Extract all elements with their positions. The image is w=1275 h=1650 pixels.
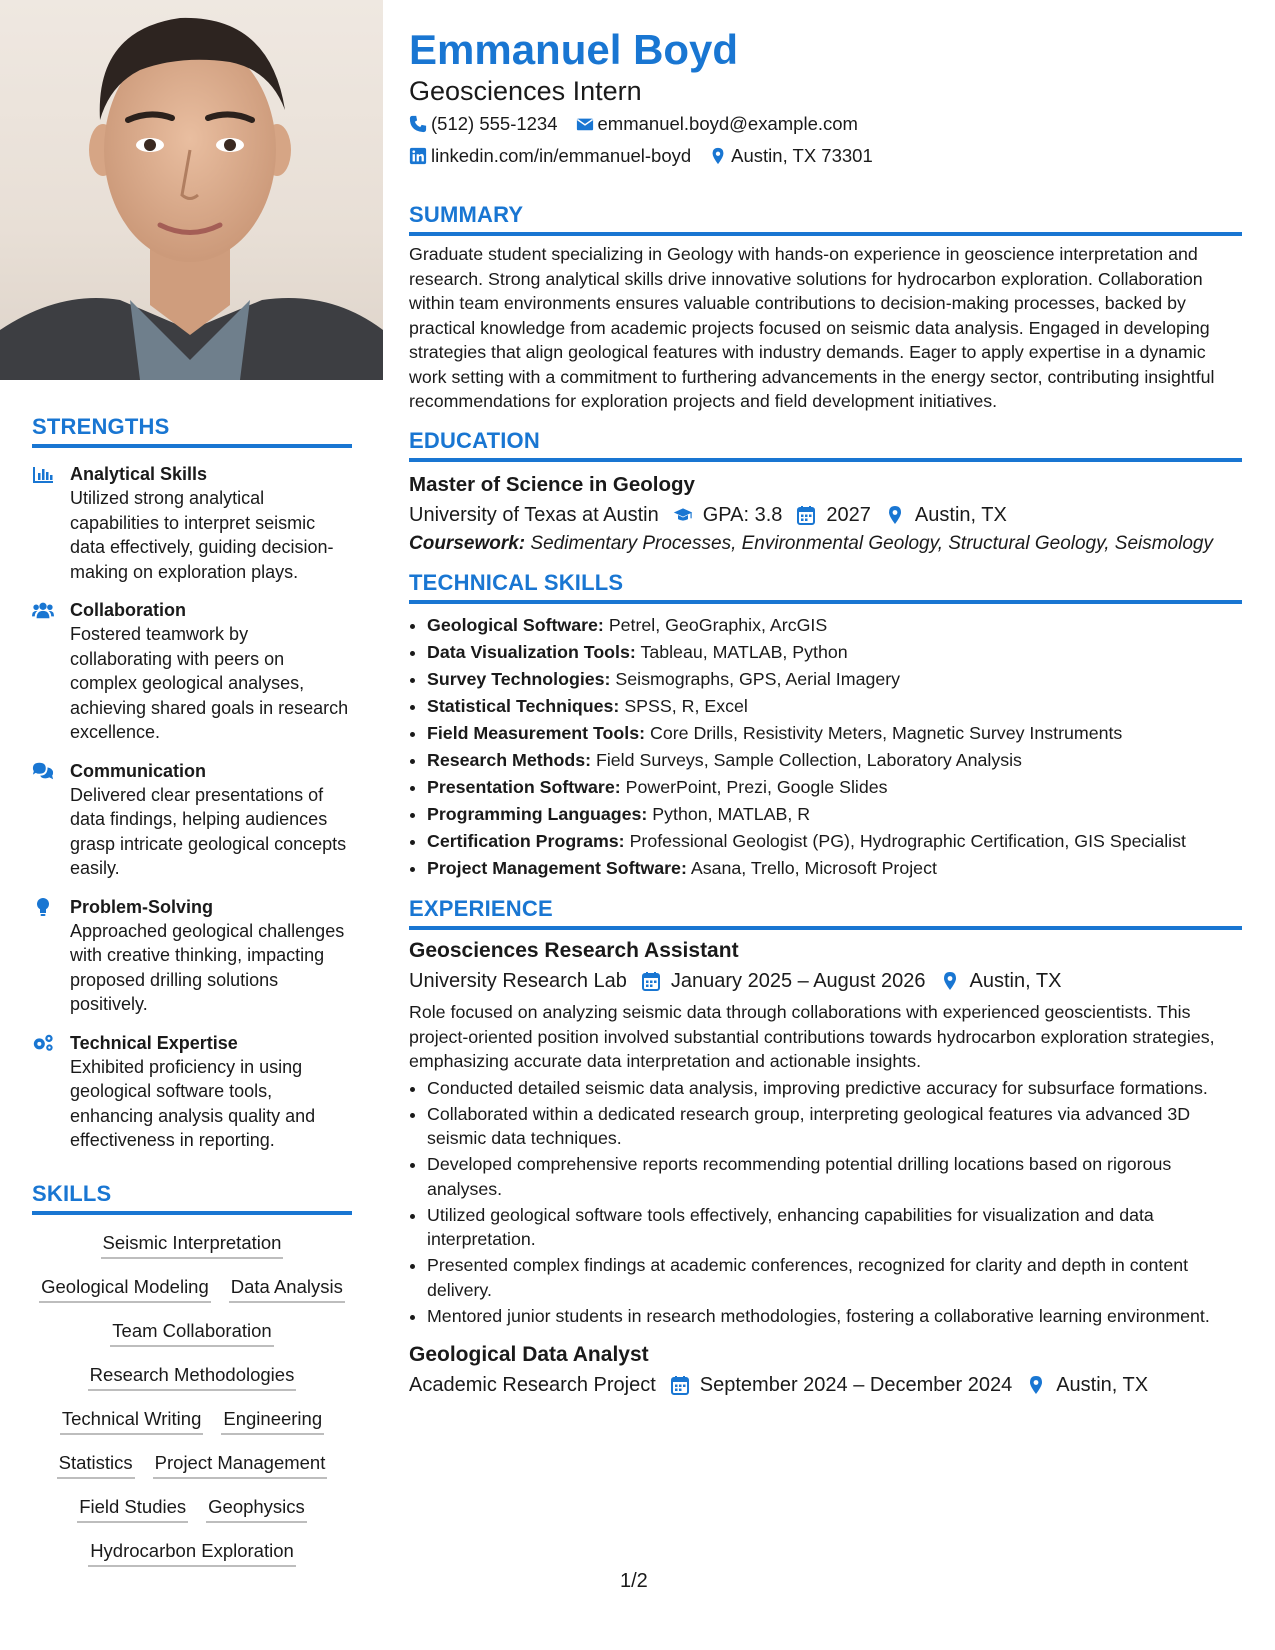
skill-chip: Seismic Interpretation — [101, 1229, 284, 1259]
year-text: 2027 — [826, 503, 871, 526]
contact-row-2 — [409, 140, 1242, 172]
skill-chip: Research Methodologies — [88, 1361, 297, 1391]
list-item — [427, 774, 1242, 801]
list-item: • Mentored junior students in research methodologies, fostering a collaborative learning environment. — [427, 1304, 1242, 1329]
map-pin-icon — [885, 505, 905, 525]
skill-chip: Geophysics — [206, 1493, 307, 1523]
strength-name: Communication — [70, 760, 207, 781]
list-item — [427, 666, 1242, 693]
strength-item-analytical — [32, 462, 352, 584]
skill-chip: Data Analysis — [229, 1273, 345, 1303]
skill-value: Field Surveys, Sample Collection, Laboratory Analysis — [595, 750, 1022, 770]
technical-skills-section — [409, 570, 1242, 882]
left-content — [32, 414, 352, 1581]
skill-chip: Field Studies — [77, 1493, 188, 1523]
bar-chart-icon — [32, 462, 70, 584]
list-item — [427, 801, 1242, 828]
strength-item-technical-expertise — [32, 1031, 352, 1153]
job-description: Role focused on analyzing seismic data through collaborations with experienced geoscientists. This project-oriented position involved substantial contributions towards hydrocarbon exploration strategies, emphasizing accurate data interpretation and actionable insights. — [409, 1002, 1215, 1071]
strength-desc: Approached geological challenges with creative thinking, impacting proposed drilling solutions positively. — [70, 920, 345, 1014]
skill-label: Presentation Software: — [427, 777, 621, 797]
calendar-icon — [670, 1375, 690, 1395]
skill-label: Programming Languages: — [427, 804, 648, 824]
graduation-cap-icon — [673, 505, 693, 525]
phone-text: (512) 555-1234 — [431, 113, 558, 134]
left-column — [0, 0, 383, 1650]
technical-skills-list — [409, 612, 1242, 882]
summary-text: Graduate student specializing in Geology with hands-on experience in geoscience interpretation and research. Strong analytical skills drive innovative solutions for hydrocarbon exploration. Collaboration within team environments ensures valuable contributions to decision-making processes, backed by practical knowledge from academic projects focused on seismic data analysis. Engaged in developing strategies that align geological features with industry demands. Eager to apply expertise in a dynamic work setting with a commitment to furthering advancements in the energy sector, contributing insightful recommendations for exploration projects and field development initiatives. — [409, 244, 1215, 411]
strength-item-collaboration — [32, 598, 352, 745]
skill-value: Seismographs, GPS, Aerial Imagery — [615, 669, 901, 689]
email-text[interactable]: emmanuel.boyd@example.com — [597, 113, 858, 134]
profile-photo — [0, 0, 383, 380]
skill-label: Research Methods: — [427, 750, 592, 770]
skill-chip: Team Collaboration — [110, 1317, 273, 1347]
gears-icon — [32, 1031, 70, 1153]
linkedin-text[interactable]: linkedin.com/in/emmanuel-boyd — [431, 145, 692, 166]
linkedin-icon — [409, 147, 427, 165]
education-meta — [409, 500, 1242, 530]
edu-location-item — [885, 500, 1007, 530]
list-item: • Utilized geological software tools effectively, enhancing capabilities for visualization and data interpretation. — [427, 1203, 1242, 1252]
strength-desc: Exhibited proficiency in using geological software tools, enhancing analysis quality and effectiveness in reporting. — [70, 1056, 316, 1150]
gpa-item — [673, 500, 783, 530]
job-title: Geosciences Research Assistant — [409, 939, 739, 962]
list-item: • Collaborated within a dedicated research group, interpreting geological features via advanced 3D seismic data techniques. — [427, 1102, 1242, 1151]
skill-value: Petrel, GeoGraphix, ArcGIS — [608, 615, 828, 635]
strength-item-problem-solving — [32, 895, 352, 1017]
job-dates — [641, 966, 926, 996]
strength-name: Collaboration — [70, 600, 186, 620]
job-location — [1026, 1370, 1148, 1400]
skill-chip: Project Management — [153, 1449, 328, 1479]
list-item — [427, 639, 1242, 666]
list-item: • Presented complex findings at academic conferences, recognized for clarity and depth in content delivery. — [427, 1253, 1242, 1302]
skill-value: Core Drills, Resistivity Meters, Magnetic Survey Instruments — [649, 723, 1123, 743]
skill-label: Field Measurement Tools: — [427, 723, 646, 743]
summary-heading: SUMMARY — [409, 202, 1242, 236]
list-item — [427, 720, 1242, 747]
year-item — [796, 500, 871, 530]
coursework-label: Coursework: — [409, 532, 526, 554]
comments-icon — [32, 759, 70, 881]
experience-section — [409, 896, 1242, 1400]
coursework — [409, 532, 1242, 557]
skill-value: Professional Geologist (PG), Hydrographic Certification, GIS Specialist — [629, 831, 1186, 851]
location-text: Austin, TX 73301 — [731, 145, 873, 166]
job-meta — [409, 966, 1242, 996]
job-dates — [670, 1370, 1012, 1400]
job-org — [409, 966, 627, 996]
job-bullets — [409, 1076, 1242, 1329]
job-location-text: Austin, TX — [969, 970, 1062, 992]
location-contact — [709, 140, 873, 172]
skill-label: Data Visualization Tools: — [427, 642, 636, 662]
job-meta — [409, 1370, 1242, 1400]
phone-contact — [409, 108, 558, 140]
skill-value: Tableau, MATLAB, Python — [640, 642, 848, 662]
skill-chip: Technical Writing — [60, 1405, 204, 1435]
list-item — [427, 855, 1242, 882]
edu-location-text: Austin, TX — [914, 503, 1007, 526]
strengths-heading: STRENGTHS — [32, 414, 352, 448]
education-heading: EDUCATION — [409, 428, 1242, 462]
list-item — [427, 828, 1242, 855]
map-pin-icon — [709, 147, 727, 165]
technical-skills-heading: TECHNICAL SKILLS — [409, 570, 1242, 604]
skill-label: Certification Programs: — [427, 831, 625, 851]
right-column — [409, 0, 1242, 1400]
summary-section — [409, 202, 1242, 414]
degree-title: Master of Science in Geology — [409, 472, 695, 496]
skill-chip: Engineering — [221, 1405, 324, 1435]
job-org-text: University Research Lab — [409, 970, 627, 992]
strength-desc: Utilized strong analytical capabilities to interpret seismic data effectively, guiding decision-making on exploration plays. — [70, 488, 334, 582]
strength-name: Problem-Solving — [70, 896, 214, 917]
job-org — [409, 1370, 656, 1400]
email-contact[interactable] — [576, 108, 858, 140]
map-pin-icon — [1026, 1375, 1046, 1395]
skill-chip: Hydrocarbon Exploration — [88, 1537, 296, 1567]
list-item — [427, 612, 1242, 639]
candidate-name: Emmanuel Boyd — [409, 26, 739, 73]
school-name — [409, 500, 659, 530]
calendar-icon — [641, 971, 661, 991]
skill-value: Python, MATLAB, R — [652, 804, 811, 824]
skill-label: Survey Technologies: — [427, 669, 611, 689]
strength-item-communication — [32, 759, 352, 881]
coursework-text: Sedimentary Processes, Environmental Geology, Structural Geology, Seismology — [530, 532, 1213, 554]
contact-row-1 — [409, 108, 1242, 140]
strength-name: Analytical Skills — [70, 464, 208, 484]
envelope-icon — [576, 115, 594, 133]
list-item: • Developed comprehensive reports recommending potential drilling locations based on rigorous analyses. — [427, 1152, 1242, 1201]
skill-label: Statistical Techniques: — [427, 696, 620, 716]
linkedin-contact[interactable] — [409, 140, 691, 172]
list-item: • Conducted detailed seismic data analysis, improving predictive accuracy for subsurface formations. — [427, 1076, 1242, 1101]
skill-value: SPSS, R, Excel — [624, 696, 748, 716]
list-item — [427, 693, 1242, 720]
job-dates-text: September 2024 – December 2024 — [699, 1374, 1013, 1396]
education-section — [409, 428, 1242, 557]
calendar-icon — [796, 505, 816, 525]
skill-chip: Statistics — [57, 1449, 135, 1479]
job-title: Geological Data Analyst — [409, 1343, 649, 1366]
skill-value: Asana, Trello, Microsoft Project — [690, 858, 937, 878]
skill-chip: Geological Modeling — [39, 1273, 211, 1303]
school-text: University of Texas at Austin — [409, 503, 659, 526]
strength-name: Technical Expertise — [70, 1032, 238, 1053]
job-location-text: Austin, TX — [1056, 1374, 1149, 1396]
strength-desc: Delivered clear presentations of data findings, helping audiences grasp intricate geological concepts easily. — [70, 784, 347, 878]
job-dates-text: January 2025 – August 2026 — [670, 970, 926, 992]
map-pin-icon — [940, 971, 960, 991]
skills-heading: SKILLS — [32, 1181, 352, 1215]
job-location — [940, 966, 1062, 996]
strength-desc: Fostered teamwork by collaborating with peers on complex geological analyses, achieving shared goals in research excellence. — [70, 624, 349, 742]
skill-label: Geological Software: — [427, 615, 604, 635]
skill-label: Project Management Software: — [427, 858, 687, 878]
phone-icon — [409, 115, 427, 133]
candidate-role: Geosciences Intern — [409, 76, 642, 106]
lightbulb-icon — [32, 895, 70, 1017]
page-number: 1/2 — [620, 1570, 648, 1592]
skill-value: PowerPoint, Prezi, Google Slides — [625, 777, 888, 797]
list-item — [427, 747, 1242, 774]
users-icon — [32, 598, 70, 745]
gpa-text: GPA: 3.8 — [702, 503, 783, 526]
portrait-illustration — [0, 0, 383, 380]
job-org-text: Academic Research Project — [409, 1374, 656, 1396]
skills-chips — [32, 1229, 352, 1567]
experience-heading: EXPERIENCE — [409, 896, 1242, 930]
